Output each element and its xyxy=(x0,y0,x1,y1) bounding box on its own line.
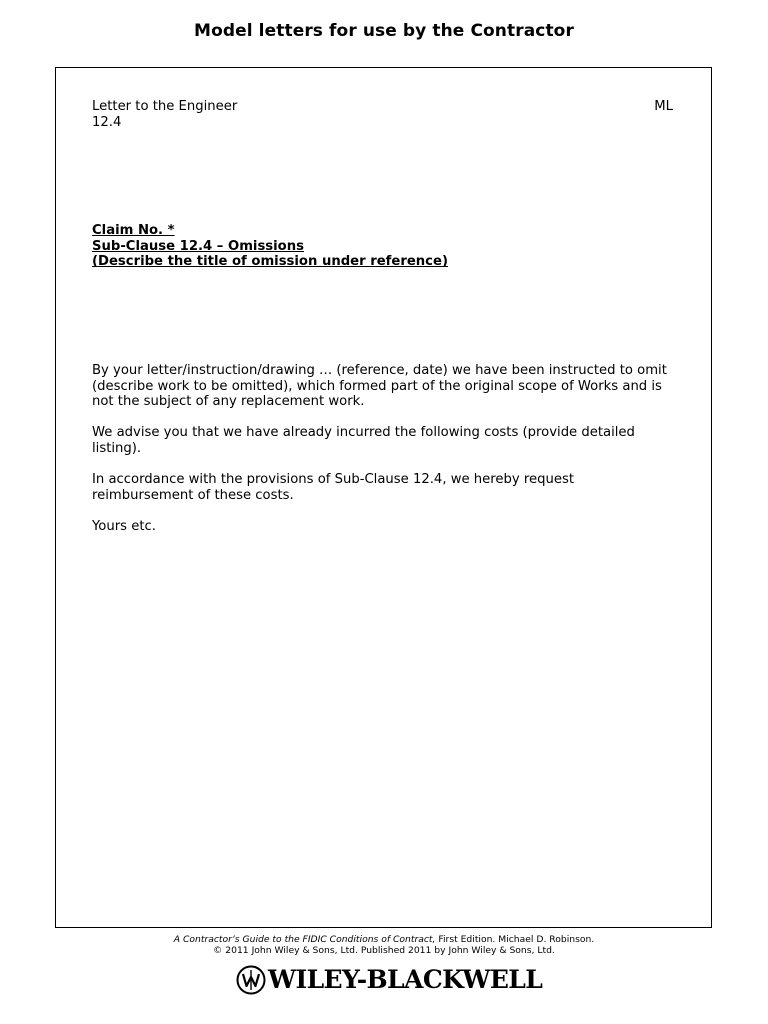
paragraph-request: In accordance with the provisions of Sub-Clause 12.4, we hereby request reimbursement of these costs. xyxy=(92,472,575,503)
letter-body xyxy=(92,99,673,550)
publisher-logo xyxy=(236,964,543,996)
book-title: A Contractor’s Guide to the FIDIC Conditions of Contract, xyxy=(173,934,436,945)
copyright-line: © 2011 John Wiley & Sons, Ltd. Published 2011 by John Wiley & Sons, Ltd. xyxy=(213,945,555,956)
footer-citation xyxy=(160,934,608,956)
paragraph-costs: We advise you that we have already incurred the following costs (provide detailed listing). xyxy=(92,425,635,456)
publisher-logo-text: WILEY-BLACKWELL xyxy=(268,965,543,994)
edition-author: First Edition. Michael D. Robinson. xyxy=(435,934,595,945)
paragraph-instruction: By your letter/instruction/drawing … (reference, date) we have been instructed to omit (describe work to be omitted), which formed part of the original scope of Works and is not the subject of any replacement work. xyxy=(92,362,667,410)
page-title: Model letters for use by the Contractor xyxy=(194,21,574,41)
recipient-label: Letter to the Engineer xyxy=(92,99,238,114)
subject-block xyxy=(92,223,673,270)
wiley-emblem-icon xyxy=(236,965,266,995)
letter-frame xyxy=(55,67,712,928)
sub-clause-heading: Sub-Clause 12.4 – Omissions xyxy=(92,238,304,254)
claim-number: Claim No. * xyxy=(92,223,175,239)
recipient-row xyxy=(92,99,673,130)
letter-paragraphs xyxy=(92,363,673,535)
closing-salutation: Yours etc. xyxy=(92,518,156,534)
ref-number: 12.4 xyxy=(92,114,122,130)
omission-title-placeholder: (Describe the title of omission under reference) xyxy=(92,254,448,270)
ref-prefix: ML xyxy=(654,99,673,114)
